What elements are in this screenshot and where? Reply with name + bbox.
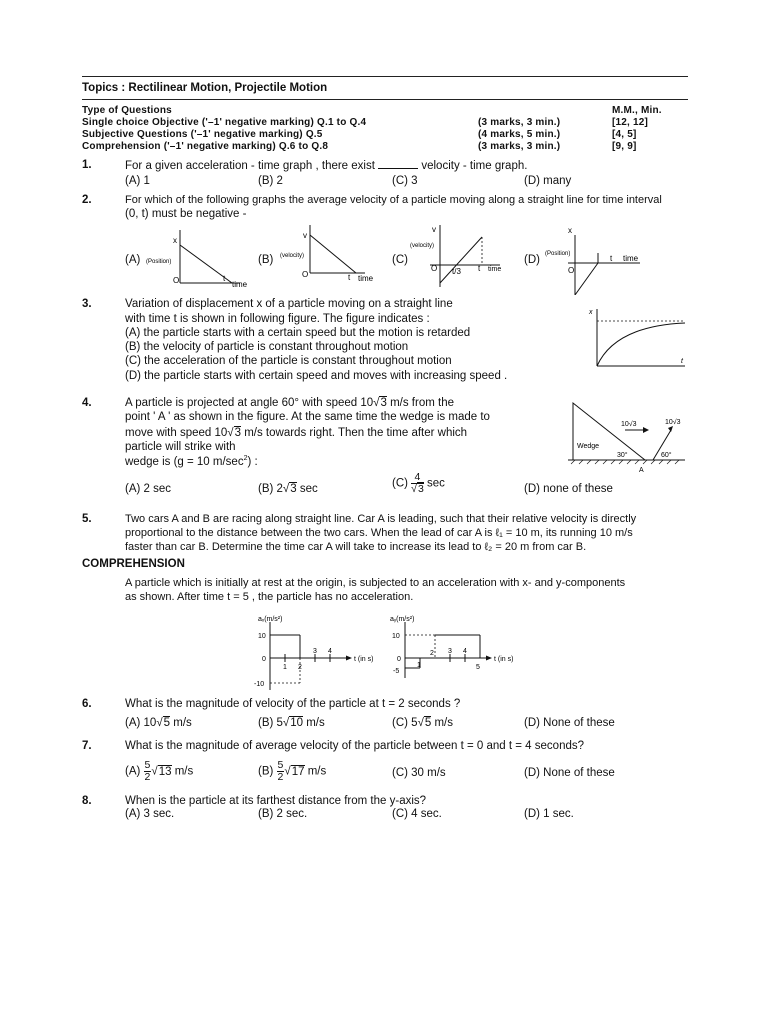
header-row-desc: Subjective Questions ('–1' negative marking) Q.5 xyxy=(82,129,323,140)
axis-time-label: time xyxy=(358,274,374,283)
graph-d xyxy=(545,226,640,295)
q7-option-a-post: m/s xyxy=(171,765,194,778)
axis-x-label: x xyxy=(589,309,593,316)
option-b: (B) 5√10 m/s xyxy=(258,717,325,729)
ax-tick-minus-10: -10 xyxy=(254,681,265,688)
answer-blank xyxy=(378,159,418,169)
question-1-text-a: For a given acceleration - time graph , there exist xyxy=(125,160,375,172)
question-number: 4. xyxy=(82,397,92,409)
graph-option-a-label: (A) xyxy=(125,254,141,266)
header-row-desc: Comprehension ('–1' negative marking) Q.6 to Q.8 xyxy=(82,141,329,152)
question-1-text-b: velocity - time graph. xyxy=(421,160,528,172)
q6-option-c-pre: (C) 5 xyxy=(392,717,418,729)
option-b: (B) 2 sec. xyxy=(258,808,308,820)
option-b: (B) $\frac{5}{2}$ √17 m/s xyxy=(258,759,327,783)
axis-x-label: x xyxy=(568,226,572,235)
option-c: (C) 4 sec. xyxy=(392,808,442,820)
ax-tick-10: 10 xyxy=(258,633,266,640)
question-number: 7. xyxy=(82,740,92,752)
question-5-line-1: Two cars A and B are racing along straight line. Car A is leading, such that their relative velocity is directly xyxy=(125,513,637,525)
option-d: (D) None of these xyxy=(524,717,615,729)
question-number: 3. xyxy=(82,298,92,310)
ay-tick-t2: 2 xyxy=(430,650,434,657)
option-b: (B) 2 xyxy=(258,175,283,187)
option-a: (A) 1 xyxy=(125,175,150,187)
ax-tick-t3: 3 xyxy=(313,648,317,655)
mm-min-label: M.M., Min. xyxy=(612,105,662,116)
question-4-line-1: A particle is projected at angle 60° with speed 10√3 m/s from the xyxy=(125,397,454,409)
q6-option-b-radicand: 10 xyxy=(290,717,304,729)
question-3-option-c: (C) the acceleration of the particle is constant throughout motion xyxy=(125,355,452,367)
axis-time-label: time xyxy=(232,280,248,289)
q6-option-a-post: m/s xyxy=(170,717,192,729)
topics-heading: Topics : Rectilinear Motion, Projectile Motion xyxy=(82,82,328,94)
q4-wedge-figure xyxy=(565,400,690,480)
q6-option-c-post: m/s xyxy=(431,717,454,729)
question-7-text: What is the magnitude of average velocity of the particle between t = 0 and t = 4 seconds? xyxy=(125,740,585,752)
header-row-marks: (3 marks, 3 min.) xyxy=(478,117,561,128)
ay-tick-10: 10 xyxy=(392,633,400,640)
ax-tick-t4: 4 xyxy=(328,648,332,655)
wedge-velocity-label: 10√3 xyxy=(621,421,637,428)
axis-x-label: x xyxy=(173,236,177,245)
option-b: (B) 2√3 sec xyxy=(258,483,318,495)
axis-v-label: v xyxy=(432,225,436,234)
axis-velocity-label: (velocity) xyxy=(410,243,435,249)
fraction-denominator: 2 xyxy=(277,771,284,783)
q7-option-a-radicand: 13 xyxy=(158,765,172,778)
origin-label: O xyxy=(302,270,309,279)
ay-tick-t1: 1 xyxy=(417,662,421,669)
q4-radicand: 3 xyxy=(234,427,242,439)
question-3-line: with time t is shown in following figure. The figure indicates : xyxy=(125,313,430,325)
ay-xlabel: t (in s) xyxy=(494,656,514,663)
option-c xyxy=(392,472,445,495)
ay-tick-t3: 3 xyxy=(448,648,452,655)
angle-30-label: 30° xyxy=(617,452,628,459)
q4-option-c-pre: (C) xyxy=(392,477,408,490)
graph-b xyxy=(280,225,374,283)
axis-t-label: t xyxy=(223,274,226,283)
q2-graphs xyxy=(140,225,760,295)
q4-text: move with speed 10 xyxy=(125,427,228,439)
q7-option-b-post: m/s xyxy=(304,765,327,778)
graph-option-b-label: (B) xyxy=(258,254,274,266)
question-5-line-2: proportional to the distance between the two cars. When the lead of car A is ℓ₁ = 10 m, its running 10 m/s xyxy=(125,527,633,539)
top-rule xyxy=(82,76,688,77)
option-d: (D) many xyxy=(524,175,572,187)
point-a-label: A xyxy=(639,467,644,474)
q6-option-a-pre: (A) 10 xyxy=(125,717,157,729)
q6-option-c-radicand: 5 xyxy=(424,717,432,729)
q4-text: wedge is (g = 10 m/sec xyxy=(125,455,244,468)
fraction-numerator: 4 xyxy=(411,472,424,484)
ay-time-graph xyxy=(390,610,530,682)
wedge-label: Wedge xyxy=(577,443,600,450)
question-6-text: What is the magnitude of velocity of the particle at t = 2 seconds ? xyxy=(125,698,461,710)
option-c: (C) 3 xyxy=(392,175,418,187)
option-a: (A) $\frac{5}{2}$ √13 m/s xyxy=(125,759,194,783)
option-c: (C) 5√5 m/s xyxy=(392,717,454,729)
question-number: 1. xyxy=(82,159,92,171)
axis-t-label: t xyxy=(681,358,683,365)
q7-option-b-radicand: 17 xyxy=(291,765,305,778)
fraction-numerator: 5 xyxy=(277,759,284,771)
axis-v-label: v xyxy=(303,231,307,240)
q7-option-b-fraction xyxy=(277,760,285,783)
question-number: 2. xyxy=(82,194,92,206)
projectile-velocity-label: 10√3 xyxy=(665,419,681,426)
ax-ylabel: aₓ(m/s²) xyxy=(258,616,283,623)
graph-option-c-label: (C) xyxy=(392,254,408,266)
comprehension-line-1: A particle which is initially at rest at the origin, is subjected to an acceleration with x- and y-components xyxy=(125,577,626,589)
axis-time-label: time xyxy=(623,254,639,263)
option-d: (D) 1 sec. xyxy=(524,808,574,820)
ay-tick-0: 0 xyxy=(397,656,401,663)
question-2-line-2: (0, t) must be negative - xyxy=(125,208,247,220)
q4-radicand: 3 xyxy=(380,397,387,409)
graph-a xyxy=(146,230,248,289)
axis-t-label: t xyxy=(610,254,613,263)
fraction-radicand: 3 xyxy=(417,483,424,495)
axis-time-label: time xyxy=(488,266,502,273)
q6-option-b-pre: (B) 5 xyxy=(258,717,283,729)
graph-c xyxy=(410,225,501,287)
option-d: (D) none of these xyxy=(524,483,613,495)
axis-velocity-label: (velocity) xyxy=(280,253,305,259)
q7-option-a-fraction xyxy=(144,760,152,783)
question-8-text: When is the particle at its farthest distance from the y-axis? xyxy=(125,795,427,807)
comprehension-heading: COMPREHENSION xyxy=(82,558,185,570)
question-number: 5. xyxy=(82,513,92,525)
q4-text: ) : xyxy=(247,455,258,468)
axis-t3-label: t/3 xyxy=(452,267,461,276)
header-row-marks: (3 marks, 3 min.) xyxy=(478,141,561,152)
fraction-denominator: √3 xyxy=(411,483,424,495)
ay-tick-t4: 4 xyxy=(463,648,467,655)
axis-position-label: (Position) xyxy=(545,251,571,257)
header-row-desc: Single choice Objective ('–1' negative marking) Q.1 to Q.4 xyxy=(82,117,367,128)
q4-text: m/s from the xyxy=(386,397,454,409)
origin-label: O xyxy=(431,264,438,273)
fraction-denominator: 2 xyxy=(144,771,151,783)
topics-rule xyxy=(82,99,688,100)
question-4-line-4: particle will strike with xyxy=(125,441,236,453)
q4-text: A particle is projected at angle 60° with speed 10 xyxy=(125,397,374,409)
axis-t-label: t xyxy=(478,264,481,273)
option-c: (C) 30 m/s xyxy=(392,767,446,779)
ay-tick-t5: 5 xyxy=(476,664,480,671)
ax-tick-t2: 2 xyxy=(298,664,302,671)
q4-option-c-post: sec xyxy=(426,477,445,490)
question-1-text xyxy=(125,159,527,172)
option-d: (D) None of these xyxy=(524,767,615,779)
q6-option-a-radicand: 5 xyxy=(163,717,171,729)
header-row-total: [12, 12] xyxy=(612,117,649,128)
origin-label: O xyxy=(173,276,180,285)
type-of-questions-label: Type of Questions xyxy=(82,105,172,116)
ax-tick-0: 0 xyxy=(262,656,266,663)
q4-text: m/s towards right. Then the time after which xyxy=(241,427,468,439)
header-row-marks: (4 marks, 5 min.) xyxy=(478,129,561,140)
q4-superscript: 2 xyxy=(243,455,248,462)
q7-option-a-pre: (A) xyxy=(125,765,141,778)
question-3-option-d: (D) the particle starts with certain speed and moves with increasing speed . xyxy=(125,370,508,382)
question-3-line: Variation of displacement x of a particle moving on a straight line xyxy=(125,298,453,310)
axis-position-label: (Position) xyxy=(146,259,172,265)
question-4-line-3: move with speed 10√3 m/s towards right. Then the time after which xyxy=(125,427,468,439)
question-5-line-3: faster than car B. Determine the time car A will take to increase its lead to ℓ₂ = 20 m from car B. xyxy=(125,541,587,553)
angle-60-label: 60° xyxy=(661,452,672,459)
axis-t-label: t xyxy=(348,273,351,282)
q3-displacement-graph xyxy=(585,304,690,374)
origin-label: O xyxy=(568,266,575,275)
question-number: 8. xyxy=(82,795,92,807)
graph-option-d-label: (D) xyxy=(524,254,540,266)
question-3-option-b: (B) the velocity of particle is constant throughout motion xyxy=(125,341,409,353)
q4-option-b-radicand: 3 xyxy=(290,483,297,495)
ay-tick-minus-5: -5 xyxy=(393,668,400,675)
option-a: (A) 2 sec xyxy=(125,483,172,495)
q4-option-b-post: sec xyxy=(296,483,318,495)
option-a: (A) 10√5 m/s xyxy=(125,717,192,729)
question-number: 6. xyxy=(82,698,92,710)
q4-option-b-pre: (B) 2 xyxy=(258,483,283,495)
question-4-line-2: point ' A ' as shown in the figure. At the same time the wedge is made to xyxy=(125,411,490,423)
ax-tick-t1: 1 xyxy=(283,664,287,671)
q6-option-b-post: m/s xyxy=(303,717,325,729)
ax-xlabel: t (in s) xyxy=(354,656,374,663)
header-row-total: [4, 5] xyxy=(612,129,637,140)
q7-option-b-pre: (B) xyxy=(258,765,274,778)
question-4-line-5 xyxy=(125,455,258,468)
ay-ylabel: aᵧ(m/s²) xyxy=(390,616,415,623)
question-2-line-1: For which of the following graphs the average velocity of a particle moving along a straight line for time interval xyxy=(125,194,662,206)
q4-option-c-fraction xyxy=(411,472,424,495)
question-3-option-a: (A) the particle starts with a certain speed but the motion is retarded xyxy=(125,327,471,339)
fraction-numerator: 5 xyxy=(144,759,151,771)
ax-time-graph xyxy=(250,610,390,692)
header-row-total: [9, 9] xyxy=(612,141,637,152)
option-a: (A) 3 sec. xyxy=(125,808,175,820)
comprehension-line-2: as shown. After time t = 5 , the particle has no acceleration. xyxy=(125,591,414,603)
